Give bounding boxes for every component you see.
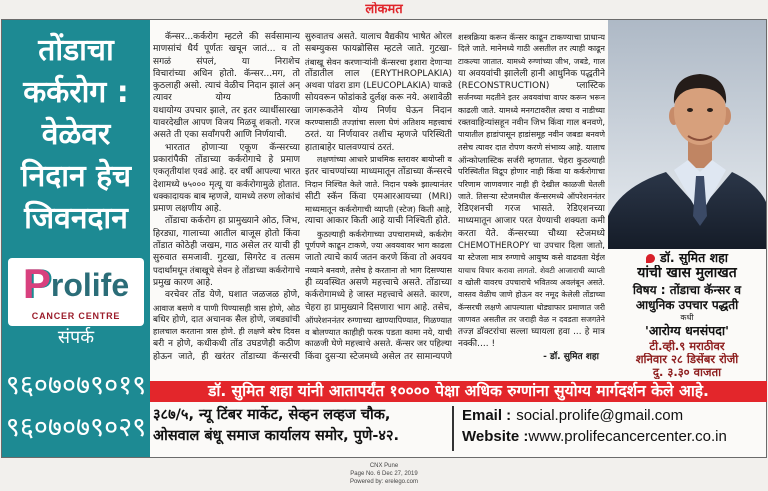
email-row: [462, 405, 762, 426]
article-line: परिणाम जाणवणार नाही ही देखील काळजी घेतली: [458, 179, 605, 189]
doctor-name: डॉ. सुमित शहा: [659, 250, 729, 265]
article-line: जाते. तिसऱ्या स्टेजमधील कॅन्सरमध्ये ऑपरेशननंतर: [458, 191, 605, 201]
article-line: असते ती एका सर्वांगपरी आणि निर्णयाची.: [153, 130, 288, 141]
article-line: शस्त्रक्रिया करून कॅन्सर काढून टाकण्याचा प्राधान्य: [458, 32, 605, 42]
masthead-logo: लोकमत: [365, 2, 403, 17]
article-line: जागरूकतेने योग्य निर्णय घेऊन निदान: [305, 105, 452, 116]
headline-line: तोंडाचा: [38, 33, 114, 68]
article-line: प्रमाण लक्षणीय आहे.: [153, 204, 222, 215]
phone-list: [2, 365, 150, 449]
article-line: लक्षणांच्या आधारे प्राथमिक स्तरावर बायोप्सी व: [317, 154, 452, 164]
article-line: कॅन्सर...कर्करोग म्हटले की सर्वसामान्य: [165, 32, 300, 42]
article-line: प्रकारांपैकी तोंडाच्या कर्करोगाचे हे प्रमाण: [153, 154, 300, 165]
headline-line: जिवनदान: [24, 201, 128, 236]
headline-line: कर्करोग :: [23, 75, 129, 110]
footer-page-date: Page No. 6 Dec 27, 2019: [350, 471, 418, 477]
article-line: किंवा दुसऱ्या स्टेजमध्ये असेल तर सामान्यपणे: [305, 351, 452, 362]
when-label: कधी: [680, 313, 694, 322]
article-line: होऊन जाते, ही खरंतर तोंडाच्या कॅन्सरची: [153, 351, 300, 362]
article-line: नव्याने बनवणे, तसेच हे करताना तो भाग दिसण्यास: [305, 265, 452, 275]
footer-edition: CNX Pune: [369, 463, 399, 469]
article-line: तज्ज्ञ डॉक्टरांचा सल्ला घ्यायला हवा ... हे मात्र: [458, 327, 605, 338]
article-line: त्याचा आकार किती आहे याची निश्चिती होते.: [305, 216, 451, 227]
side-panel: [2, 20, 150, 457]
interview-title: यांची खास मुलाखत: [637, 265, 737, 281]
article-line: कुठल्याही कर्करोगाच्या उपचारामध्ये, कर्करोग: [317, 228, 452, 239]
article-line: जातो त्याचे कार्य जतन करणे किंवा तो अवयव: [305, 253, 452, 264]
schedule-line: दु. ३.३० वाजता: [652, 366, 722, 379]
article-line: टाकल्या जातात. यामध्ये रुग्णांच्या जीभ, जबडे, गाल: [458, 56, 605, 66]
article-line: तोंडातील लाल (ERYTHROPLAKIA): [305, 68, 452, 79]
article-line: सर्जनच्या मदतीने इतर अवयवांचा वापर करून भरून: [458, 93, 605, 103]
article-line: यावरदेखील आपण विजय मिळवू शकतो. गरज: [153, 118, 300, 129]
brand-name: rolife: [50, 267, 130, 303]
article-line: [305, 363, 452, 367]
article-line: देशामध्ये ७५००० मृत्यू या कर्करोगामुळे होतात.: [153, 179, 300, 190]
article-line: परिस्थितीत विद्रूप होणार नाही किंवा या कर्करोगाचा: [458, 167, 605, 177]
article-line: याचाच विचार करावा लागतो. शेवटी आजाराची व्याप्ती: [458, 265, 605, 275]
article-column: [153, 31, 300, 367]
article-line: दिले जाते. मानेमध्ये गाठी असतील तर त्याही काढून: [458, 44, 605, 54]
article-line: व बोलण्यात काहीही फरक पडता कामा नये, याची: [305, 327, 452, 338]
article-line: कर्करोगामध्ये हे जास्त महत्त्वाचे असते. कारण,: [305, 290, 452, 301]
article-line: जाणवत असतील तर जराही वेळ न दवडता सजगतेने: [458, 314, 605, 324]
article-line: पदार्थांमधून तंबाखूचे सेवन हे तोंडाच्या कर्करोगाचे: [153, 265, 300, 276]
doctor-photo: [608, 20, 766, 249]
footer-powered-by: Powered by: erelego.com: [349, 479, 419, 485]
article-line: रक्तवाहिन्यांसहून नवीन जिभ किंवा गाल बनवणे,: [458, 118, 605, 129]
article-line: नक्की.... !: [458, 339, 496, 350]
email-address: social.prolife@gmail.com: [516, 407, 684, 424]
phone-number: ९६०७०७९०२९: [5, 412, 147, 443]
address-line: ओसवाल बंधू समाज कार्यालय समोर, पुणे-४२.: [153, 428, 399, 444]
article-line: तोंडाचा कर्करोग हा प्रामुख्याने ओठ, जिभ,: [165, 216, 300, 227]
article-body: [153, 31, 606, 367]
article-line: पूर्णपणे काढून टाकणे, ज्या अवयवावर भाग काढला: [305, 241, 452, 251]
article-line: सगळं संपलं, या निराशेच: [153, 56, 300, 67]
address-line: ३८७/५, न्यू टिंबर मार्केट, सेव्हन लव्हज चौक,: [153, 407, 391, 423]
article-line: माध्यमातून आजार परत येण्याची शक्यता कमी: [458, 216, 605, 227]
schedule-line: शनिवार २८ डिसेंबर रोजी: [635, 353, 739, 366]
online-contact: [462, 405, 762, 447]
article-line: इतर चाचण्यांच्या माध्यमातून तोंडाच्या कॅन्सरचे: [305, 167, 452, 178]
article-line: बधिर होणे, दात अचानक सैल होणे, जबड्यांची: [153, 314, 300, 325]
article-line: एकतृतीयांश एवढं आहे. दर वर्षी आपल्या भारत: [153, 167, 300, 178]
article-line: व खोली यावरच उपचाराचे भवितव्य अवलंबून असते.: [458, 277, 605, 287]
interview-info: [608, 249, 766, 381]
article-line: वरचेवर तोंड येणे, घशात जळजळ होणे,: [165, 290, 300, 301]
achievement-banner: डॉ. सुमित शहा यांनी आतापर्यंत १०००० पेक्षा अधिक रुग्णांना सुयोग्य मार्गदर्शन केले आहे.: [150, 381, 767, 402]
page-footer: [284, 462, 484, 486]
article-line: CHEMOTHEROPY चा उपचार दिला जातो,: [458, 241, 605, 252]
article-line: सीटी स्कॅन किंवा एमआरआयच्या (MRI): [305, 191, 452, 202]
article-line: करण्यासाठी तज्ज्ञांचा सल्ला घेणं अतिशय महत्त्वाचं: [305, 118, 452, 128]
article-line: प्रमुख कारण आहे.: [153, 277, 213, 288]
article-line: सुरुवात समजावी. गुटखा, सिगरेट व तत्सम: [153, 253, 300, 264]
headline-line: निदान हेच: [20, 159, 132, 194]
article-line: काळजी घेणे महत्त्वाचे असते. कॅन्सर जर पहिल्या: [305, 339, 452, 350]
article-line: धक्कादायक बाब म्हणजे, यामध्ये तरुण लोकांचं: [153, 191, 300, 202]
interview-topic: विषय : तोंडाचा कॅन्सर व: [632, 283, 742, 297]
clinic-address: [153, 405, 445, 447]
website-url: www.prolifecancercenter.co.in: [528, 428, 727, 445]
brand-tagline: CANCER CENTRE: [31, 311, 121, 321]
email-label: Email :: [462, 407, 512, 424]
website-label: Website :: [462, 428, 529, 445]
contact-label: संपर्क: [57, 327, 95, 348]
article-signature: - डॉ. सुमित शहा: [543, 351, 599, 362]
prolife-logo: [8, 258, 144, 326]
article-line: माध्यमातून कर्करोगाची व्याप्ती (स्टेज) किती आहे,: [305, 204, 452, 215]
article-line: तोंडात कोठेही जखम, गाठ असेल तर याची ही: [153, 241, 300, 252]
article-line: त्यावर योग्य ठिकाणी: [153, 93, 300, 104]
article-line: सुरुवातच असते. यालाच वैद्यकीय भाषेत ओरल: [305, 32, 452, 42]
article-line: ऑपरेशननंतर रुग्णाच्या खाण्यापिण्यात, गिळण्यात: [305, 314, 452, 325]
article-line: आवाज बसणे व पाणी पिण्यासही त्रास होणे, ओठ: [153, 302, 300, 313]
article-line: [153, 363, 300, 367]
article-line: हिरड्या, गालाच्या आतील बाजूस होतो किंवा: [153, 228, 300, 239]
article-column: [305, 31, 452, 367]
article-line: पायातील हाडांपासून हाडांसमूह नवीन जबडा बनवणे: [458, 130, 605, 140]
brand-wordmark: [12, 260, 140, 308]
article-line: ऑन्कोप्लास्टिक सर्जरी म्हणतात. चेहरा कुठल्याही: [458, 154, 605, 165]
article-line: कुठलाही असो. त्याचं वेळीच निदान झालं अन्: [153, 81, 300, 92]
article-line: विचारांच्या अधिन होतो. कॅन्सर...मग, तो: [153, 68, 300, 79]
brand-initial: P: [22, 260, 51, 307]
article-line: सोयवरून फोडांकडे दुर्लक्ष करू नये. अशावेळी: [305, 93, 452, 104]
show-name: 'आरोग्य धनसंपदा': [645, 323, 729, 338]
headline: [2, 30, 150, 240]
divider: [452, 406, 454, 451]
article-line: माणसांचं धैर्य पूर्णतः खचून जातं... व तो: [153, 44, 300, 55]
article-line: ही व्यवस्थित असणे महत्त्वाचे असते. तोंडाच्या: [305, 277, 452, 288]
website-row: [462, 426, 762, 447]
article-line: काढली जाते. यामध्ये मनगटावरील त्वचा व नाडीच्या: [458, 105, 605, 115]
article-line: यथायोग्य उपचार झाले, तर इतर व्याधींसारखा: [153, 105, 300, 116]
article-line: ठरतं. या निर्णयावर तशीच म्हणजे परिस्थिती: [305, 130, 452, 141]
article-line: तसेच त्यावर दात रोपण करणे संभाव्य आहे. यालाच: [458, 142, 605, 152]
article-column: [458, 31, 605, 367]
schedule-line: टी.व्ही.९ मराठीवर: [649, 340, 725, 353]
doctor-name-row: [608, 250, 766, 265]
article-line: चेहरा हा प्रामुख्याने दिसणारा भाग आहे. तसेच,: [305, 302, 452, 313]
article-line: हालचाल करताना त्रास होणे. ही लक्षणे बरेच दिवस: [153, 327, 300, 337]
article-line: या अवयवांची झालेली हानी आधुनिक पद्धतीने: [458, 68, 605, 79]
interview-topic: आधुनिक उपचार पद्धती: [635, 298, 739, 312]
doctor-portrait: [608, 20, 766, 249]
article-line: रेडिएशनची गरज भासते. रेडिएशनच्या: [458, 204, 605, 215]
article-line: अथवा पांढरा डाग (LEUCOPLAKIA) याकडे: [305, 81, 452, 92]
article-line: सबम्युकस फायब्रोसिस म्हटले जाते. गुटखा-: [305, 44, 452, 55]
article-line: हाताबाहेर घालवण्याचं ठरतं.: [305, 142, 395, 153]
article-line: करता येते. कॅन्सरच्या चौथ्या स्टेजमध्ये: [458, 228, 605, 239]
article-line: भारतात होणाऱ्या एकूण कॅन्सरच्या: [165, 142, 300, 153]
article-line: निदान निश्चित केले जाते. निदान पक्के झाल्यानंतर: [305, 179, 452, 189]
article-line: बरी न होणे, कधीकधी तोंड उघडणेही कठीण: [153, 339, 300, 350]
prolife-mark-icon: [646, 254, 655, 263]
article-line: या स्टेजला मात्र रुग्णाचे आयुष्य कसे वाढवता येईल: [458, 253, 605, 263]
phone-number: ९६०७०७९०१९: [5, 370, 147, 401]
article-line: वास्तव वेळीच जाणे होऊन वर नमूद केलेली तोंडाच्या: [458, 290, 605, 300]
article-line: तंबाखू सेवन करणाऱ्यांनी कॅन्सरचा इशारा देणाऱ्या: [305, 56, 452, 67]
headline-line: वेळेवर: [41, 117, 111, 152]
article-line: कॅन्सरची लक्षणे आपल्याला थोड्याफार प्रमाणात जरी: [458, 302, 605, 312]
article-line: (RECONSTRUCTION) प्लास्टिक: [458, 81, 605, 92]
